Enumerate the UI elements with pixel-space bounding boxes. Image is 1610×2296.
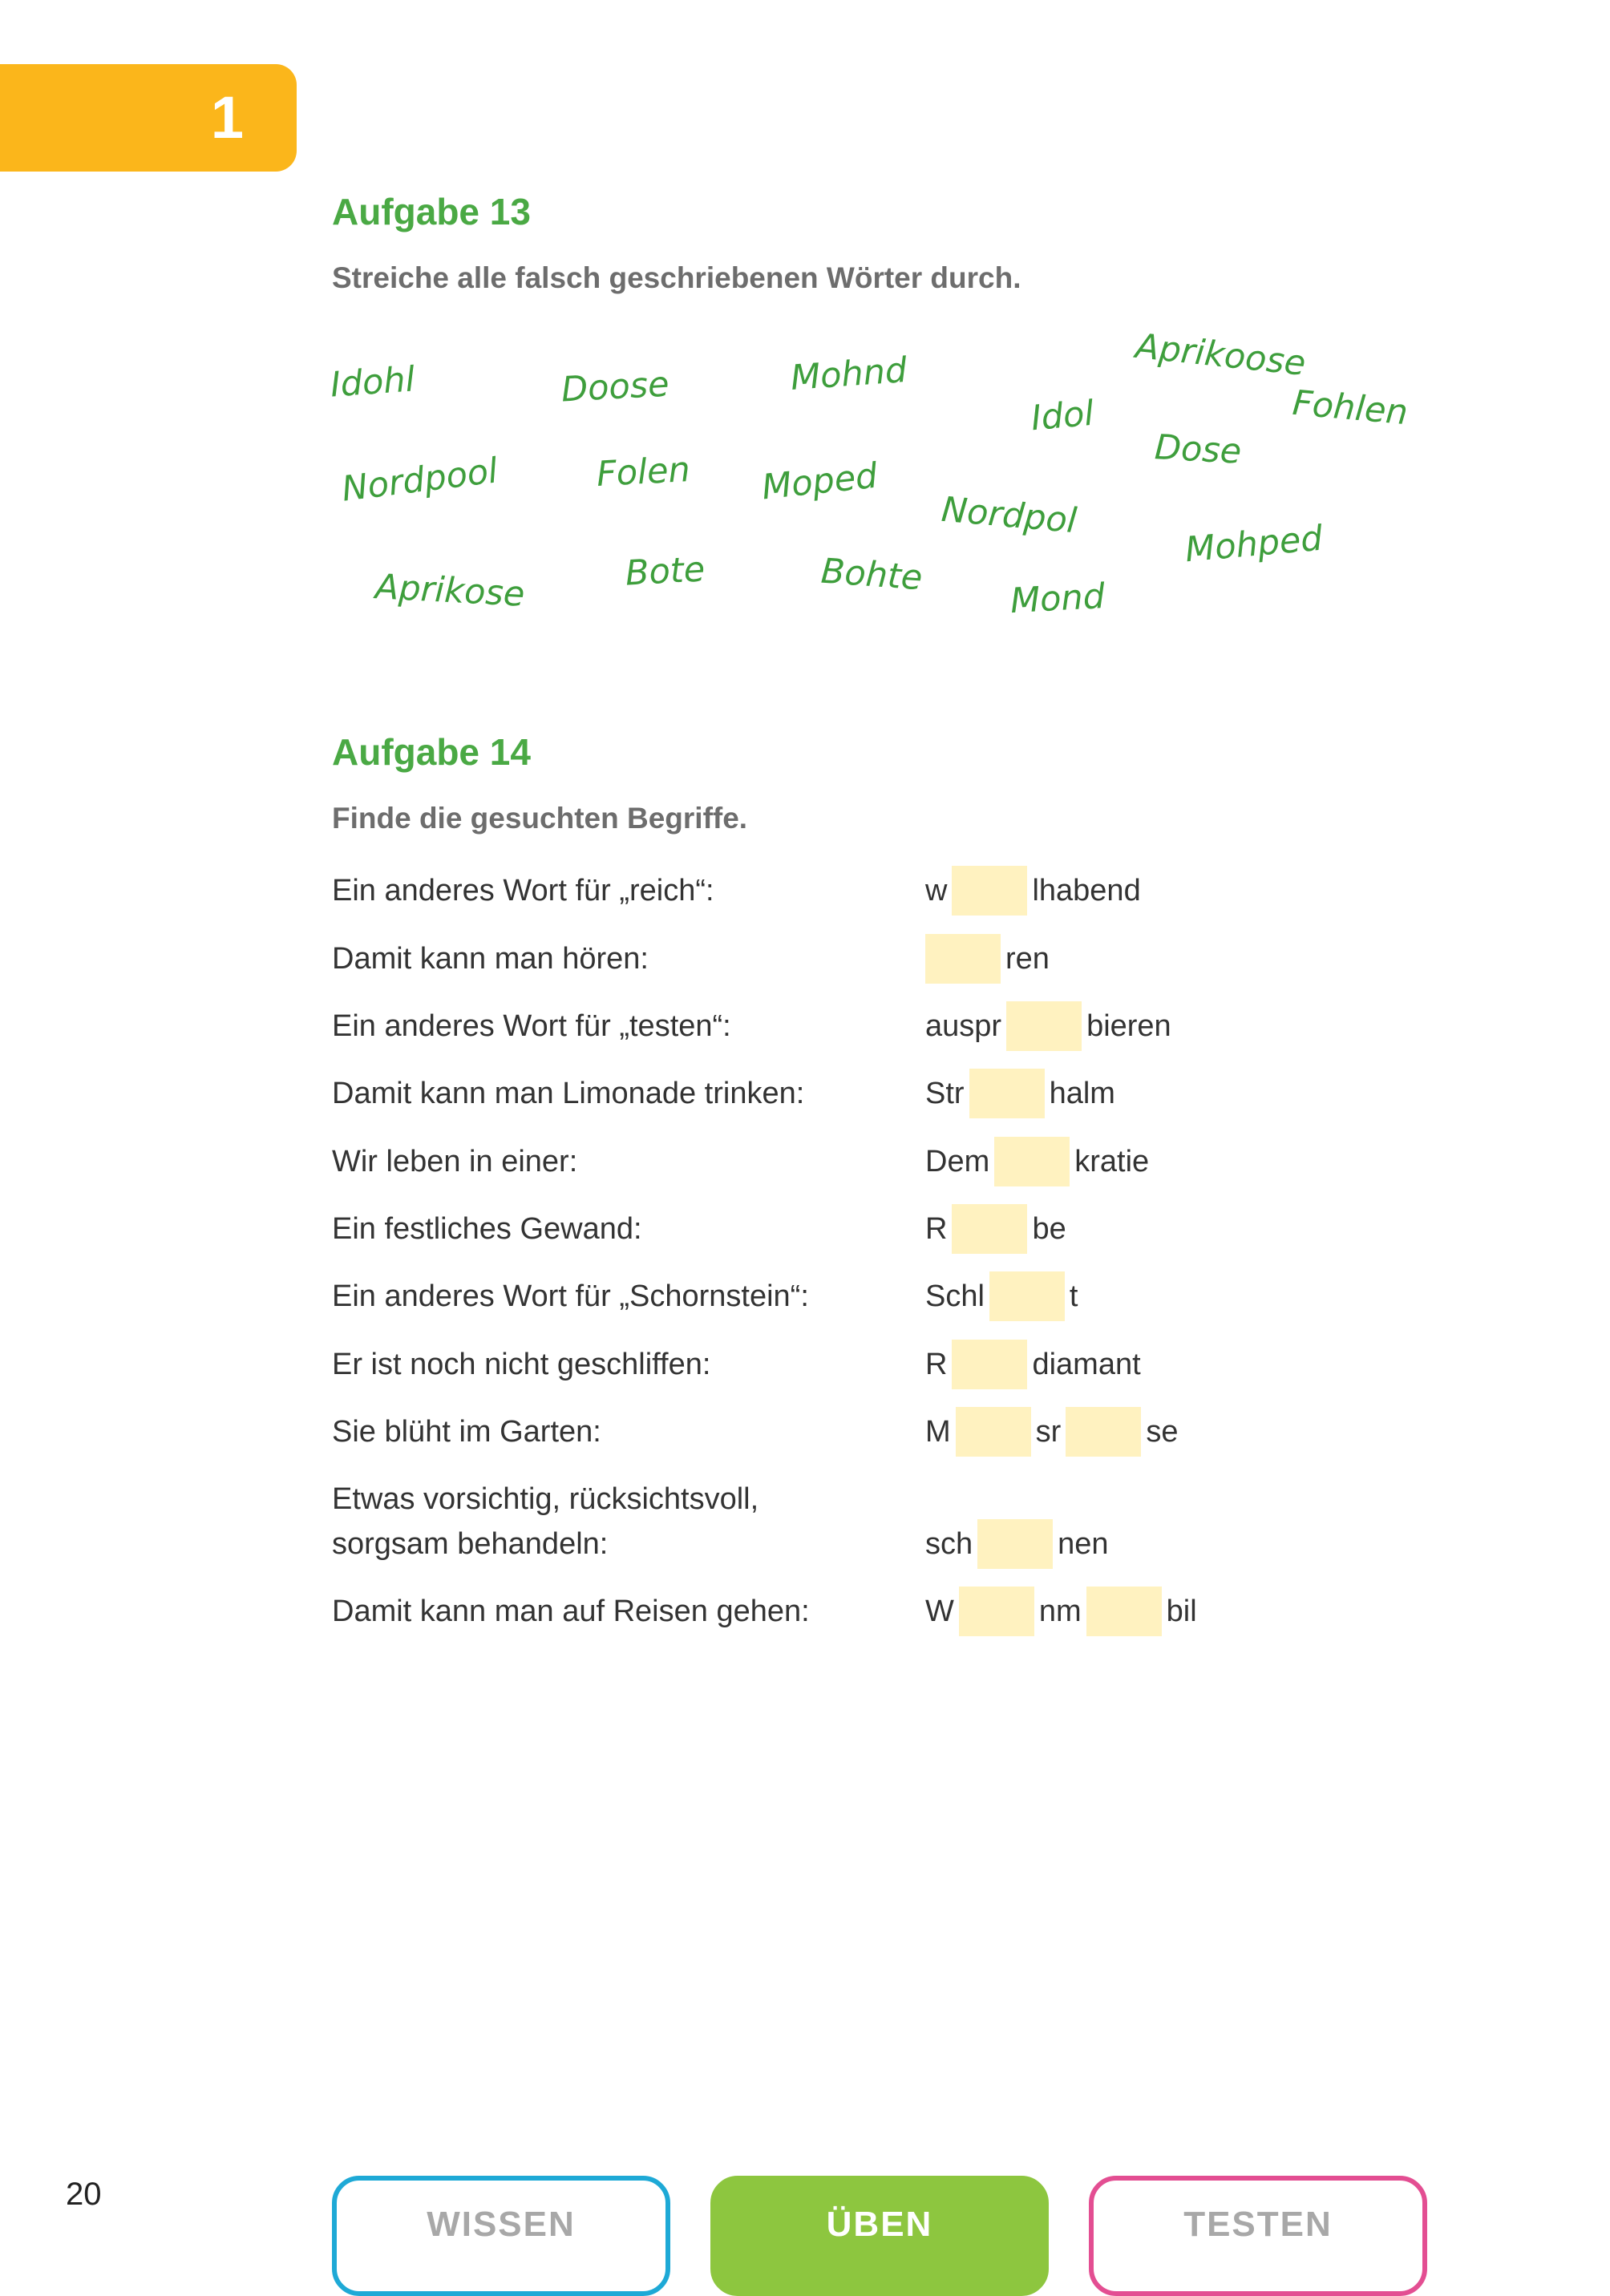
word-item[interactable]: Dose — [1153, 427, 1243, 472]
word-item[interactable]: Mohnd — [789, 350, 908, 399]
answer-part: bil — [1166, 1594, 1197, 1628]
clue-text: Damit kann man Limonade trinken: — [332, 1077, 805, 1110]
answer-part: sr — [1035, 1414, 1062, 1449]
word-item[interactable]: Nordpool — [339, 451, 500, 510]
answer-part: kratie — [1074, 1144, 1150, 1178]
answer-part: W — [925, 1594, 954, 1628]
word-item[interactable]: Doose — [560, 364, 670, 410]
clue-text: Ein festliches Gewand: — [332, 1212, 642, 1246]
clue-text: Ein anderes Wort für „reich“: — [332, 874, 714, 907]
answer-part: R — [925, 1211, 948, 1246]
answer-part: lhabend — [1032, 873, 1141, 907]
answer-part: t — [1069, 1279, 1078, 1313]
clue-text: Etwas vorsichtig, rücksichtsvoll, — [332, 1482, 759, 1516]
answer-gap[interactable] — [989, 1271, 1065, 1321]
answer-row — [925, 1271, 1078, 1321]
answer-part: sch — [925, 1526, 973, 1561]
word-item[interactable]: Mohped — [1183, 518, 1325, 571]
answer-part: w — [925, 873, 948, 907]
answer-part: se — [1146, 1414, 1179, 1449]
page-number: 20 — [66, 2177, 102, 2212]
clue-text: Er ist noch nicht geschliffen: — [332, 1348, 711, 1381]
answer-part: diamant — [1032, 1347, 1141, 1381]
clue-text: Damit kann man hören: — [332, 942, 649, 976]
word-item[interactable]: Bohte — [819, 551, 924, 599]
answer-gap[interactable] — [952, 1340, 1027, 1389]
clue-text: Wir leben in einer: — [332, 1145, 578, 1178]
answer-part: ren — [1005, 941, 1050, 976]
word-item[interactable]: Bote — [624, 549, 706, 594]
chapter-number: 1 — [210, 84, 244, 151]
answer-row — [925, 1204, 1066, 1254]
answer-row — [925, 1137, 1149, 1186]
answer-row — [925, 1407, 1178, 1457]
answer-gap[interactable] — [952, 866, 1027, 916]
answer-gap[interactable] — [959, 1587, 1034, 1636]
answer-part: Schl — [925, 1279, 985, 1313]
answer-part: halm — [1049, 1076, 1115, 1110]
nav-ueben-button[interactable]: ÜBEN — [710, 2176, 1049, 2296]
answer-gap[interactable] — [925, 934, 1001, 984]
answer-row — [925, 1587, 1197, 1636]
chapter-tab — [0, 64, 297, 172]
answer-part: nm — [1038, 1594, 1082, 1628]
answer-part: be — [1032, 1211, 1066, 1246]
word-item[interactable]: Aprikoose — [1133, 326, 1308, 384]
answer-part: M — [925, 1414, 951, 1449]
answer-row — [925, 1069, 1115, 1118]
nav-wissen-button[interactable]: WISSEN — [332, 2176, 670, 2296]
answer-gap[interactable] — [994, 1137, 1070, 1186]
answer-part: R — [925, 1347, 948, 1381]
answer-part: bieren — [1086, 1009, 1171, 1043]
word-item[interactable]: Aprikose — [374, 567, 526, 615]
answer-part: Str — [925, 1076, 965, 1110]
answer-row — [925, 1340, 1141, 1389]
answer-gap[interactable] — [1086, 1587, 1162, 1636]
word-item[interactable]: Folen — [595, 449, 691, 495]
answer-gap[interactable] — [1006, 1001, 1082, 1051]
clue-text: Ein anderes Wort für „Schornstein“: — [332, 1279, 809, 1313]
word-item[interactable]: Idohl — [329, 359, 417, 406]
task13-heading: Aufgabe 13 — [332, 191, 531, 232]
clue-text: Ein anderes Wort für „testen“: — [332, 1009, 731, 1043]
answer-part: auspr — [925, 1009, 1002, 1043]
task13-instruction: Streiche alle falsch geschriebenen Wörter durch. — [332, 261, 1021, 294]
task14-heading: Aufgabe 14 — [332, 731, 531, 773]
word-item[interactable]: Nordpol — [940, 489, 1078, 542]
clue-text: Damit kann man auf Reisen gehen: — [332, 1595, 810, 1628]
word-item[interactable]: Moped — [759, 455, 880, 508]
word-item[interactable]: Fohlen — [1291, 382, 1410, 434]
answer-gap[interactable] — [1066, 1407, 1141, 1457]
answer-row — [925, 866, 1141, 916]
clue-text: Sie blüht im Garten: — [332, 1415, 601, 1449]
answer-gap[interactable] — [952, 1204, 1027, 1254]
task14-instruction: Finde die gesuchten Begriffe. — [332, 802, 748, 835]
answer-row — [925, 934, 1050, 984]
word-item[interactable]: Idol — [1029, 393, 1096, 439]
nav-testen-button[interactable]: TESTEN — [1089, 2176, 1427, 2296]
answer-gap[interactable] — [956, 1407, 1031, 1457]
answer-gap[interactable] — [977, 1519, 1053, 1569]
clue-text: sorgsam behandeln: — [332, 1527, 609, 1561]
answer-row — [925, 1519, 1109, 1569]
answer-part: Dem — [925, 1144, 990, 1178]
word-item[interactable]: Mond — [1009, 576, 1106, 622]
answer-part: nen — [1058, 1526, 1109, 1561]
answer-row — [925, 1001, 1171, 1051]
answer-gap[interactable] — [969, 1069, 1045, 1118]
